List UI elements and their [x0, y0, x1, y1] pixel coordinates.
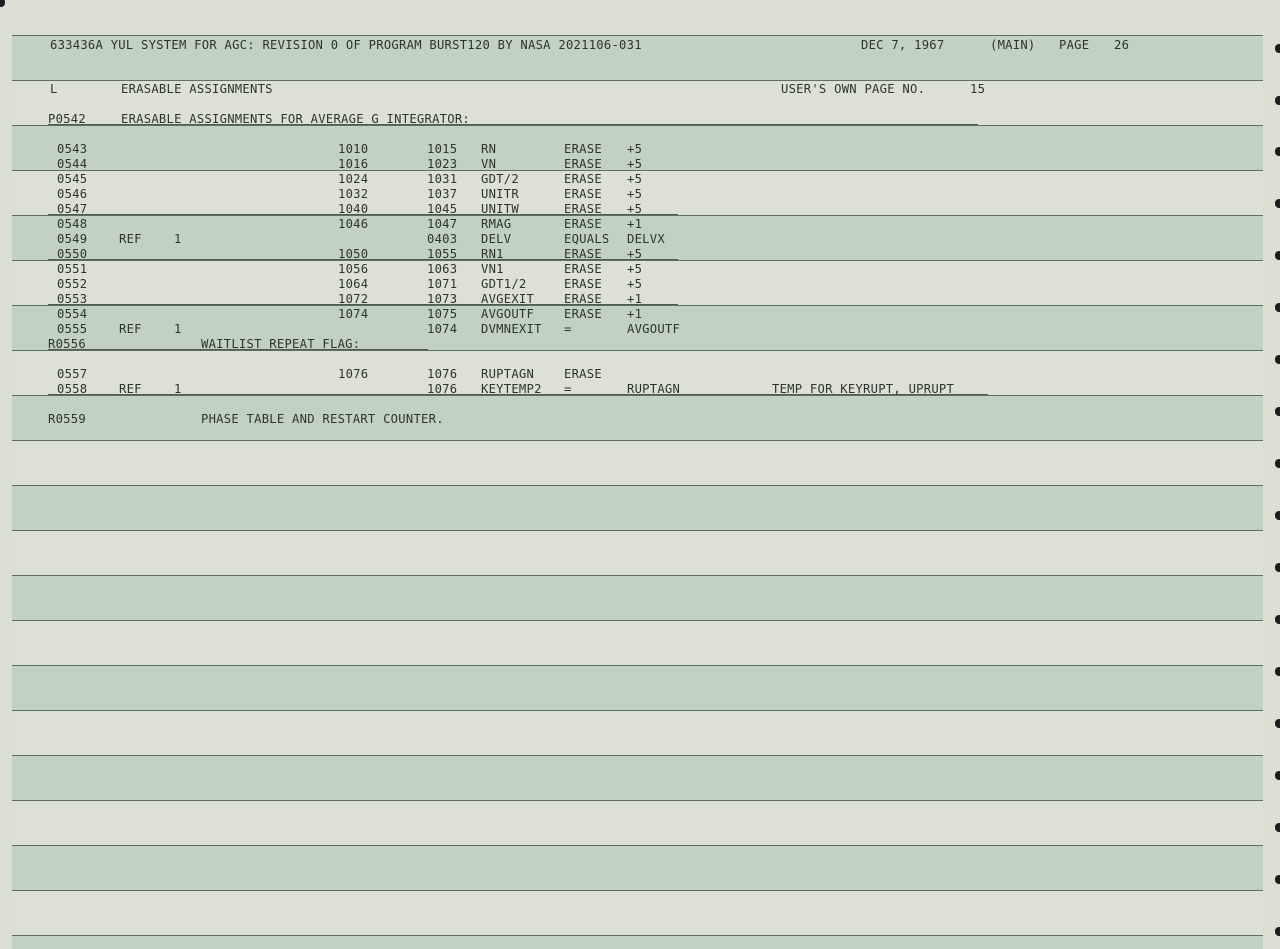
operand: +1: [627, 307, 643, 321]
feed-hole: [1275, 96, 1280, 105]
operand: AVGOUTF: [627, 322, 681, 336]
symbol-name: AVGEXIT: [481, 292, 535, 306]
page-number: 26: [1114, 38, 1130, 52]
feed-hole: [1275, 147, 1280, 156]
line-number: 0544: [57, 157, 88, 171]
white-band: [12, 620, 1263, 666]
line-number: R0556: [48, 337, 86, 351]
feed-hole: [1275, 719, 1280, 728]
page-label: PAGE: [1059, 38, 1090, 52]
feed-hole: [1275, 563, 1280, 572]
location: 1063: [427, 262, 458, 276]
feed-hole: [1275, 459, 1280, 468]
symbol-name: RMAG: [481, 217, 512, 231]
op-code: EQUALS: [564, 232, 610, 246]
user-page-label: USER'S OWN PAGE NO.: [781, 82, 926, 96]
symbol-name: GDT/2: [481, 172, 519, 186]
white-band: [12, 800, 1263, 846]
erasable-address: 1040: [338, 202, 369, 216]
ref-count: 1: [174, 232, 182, 246]
ref-label: REF: [119, 322, 142, 336]
operand: RUPTAGN: [627, 382, 681, 396]
feed-hole: [1275, 823, 1280, 832]
op-code: ERASE: [564, 262, 602, 276]
line-number: P0542: [48, 112, 86, 126]
location: 1045: [427, 202, 458, 216]
symbol-name: RN: [481, 142, 497, 156]
symbol-name: RN1: [481, 247, 504, 261]
white-band: [12, 710, 1263, 756]
op-code: ERASE: [564, 277, 602, 291]
ref-count: 1: [174, 322, 182, 336]
white-band: [12, 440, 1263, 486]
symbol-name: VN1: [481, 262, 504, 276]
ref-label: REF: [119, 232, 142, 246]
white-band: [12, 530, 1263, 576]
symbol-name: UNITR: [481, 187, 519, 201]
location: 1023: [427, 157, 458, 171]
line-number: 0549: [57, 232, 88, 246]
symbol-name: UNITW: [481, 202, 519, 216]
line-number: 0558: [57, 382, 88, 396]
symbol-name: DVMNEXIT: [481, 322, 542, 336]
location: 1071: [427, 277, 458, 291]
feed-hole: [1275, 199, 1280, 208]
erasable-address: 1074: [338, 307, 369, 321]
op-code: ERASE: [564, 172, 602, 186]
location: 1075: [427, 307, 458, 321]
operand: +5: [627, 142, 643, 156]
erasable-address: 1032: [338, 187, 369, 201]
operand: +5: [627, 262, 643, 276]
symbol-name: VN: [481, 157, 497, 171]
feed-hole: [0, 0, 5, 7]
op-code: ERASE: [564, 187, 602, 201]
feed-hole: [1275, 355, 1280, 364]
line-title: WAITLIST REPEAT FLAG:: [201, 337, 361, 351]
operand: +5: [627, 172, 643, 186]
operand: +5: [627, 277, 643, 291]
line-number: 0552: [57, 277, 88, 291]
op-code: =: [564, 322, 572, 336]
operand: +5: [627, 202, 643, 216]
operand: +1: [627, 217, 643, 231]
operand: DELVX: [627, 232, 665, 246]
op-code: ERASE: [564, 202, 602, 216]
feed-hole: [1275, 771, 1280, 780]
op-code: ERASE: [564, 292, 602, 306]
feed-hole: [1275, 407, 1280, 416]
line-number: 0548: [57, 217, 88, 231]
section-title: ERASABLE ASSIGNMENTS: [121, 82, 273, 96]
op-code: ERASE: [564, 247, 602, 261]
location: 1037: [427, 187, 458, 201]
symbol-name: RUPTAGN: [481, 367, 535, 381]
line-title: PHASE TABLE AND RESTART COUNTER.: [201, 412, 444, 426]
location: 1073: [427, 292, 458, 306]
location: 1076: [427, 382, 458, 396]
feed-hole: [1275, 44, 1280, 53]
line-number: 0554: [57, 307, 88, 321]
line-number: 0550: [57, 247, 88, 261]
op-code: ERASE: [564, 367, 602, 381]
feed-hole: [1275, 511, 1280, 520]
location: 0403: [427, 232, 458, 246]
user-page-number: 15: [970, 82, 986, 96]
feed-hole: [1275, 303, 1280, 312]
operand: +1: [627, 292, 643, 306]
op-code: ERASE: [564, 217, 602, 231]
erasable-address: 1010: [338, 142, 369, 156]
ref-label: REF: [119, 382, 142, 396]
line-number: R0559: [48, 412, 86, 426]
feed-hole: [1275, 875, 1280, 884]
line-number: 0555: [57, 322, 88, 336]
feed-hole: [1275, 251, 1280, 260]
green-band: [12, 575, 1263, 621]
line-number: 0545: [57, 172, 88, 186]
location: 1076: [427, 367, 458, 381]
location: 1074: [427, 322, 458, 336]
listing-flag: L: [50, 82, 58, 96]
line-number: 0553: [57, 292, 88, 306]
erasable-address: 1056: [338, 262, 369, 276]
ref-count: 1: [174, 382, 182, 396]
location: 1047: [427, 217, 458, 231]
erasable-address: 1072: [338, 292, 369, 306]
green-band: [12, 755, 1263, 801]
green-band: [12, 665, 1263, 711]
green-band: [12, 845, 1263, 891]
operand: +5: [627, 157, 643, 171]
op-code: =: [564, 382, 572, 396]
location: 1055: [427, 247, 458, 261]
feed-hole: [1275, 927, 1280, 936]
op-code: ERASE: [564, 307, 602, 321]
green-band: [12, 485, 1263, 531]
symbol-name: GDT1/2: [481, 277, 527, 291]
symbol-name: AVGOUTF: [481, 307, 535, 321]
white-band: [12, 890, 1263, 936]
job-header: 633436A YUL SYSTEM FOR AGC: REVISION 0 OF PROGRAM BURST120 BY NASA 2021106-031: [50, 38, 642, 52]
op-code: ERASE: [564, 142, 602, 156]
location: 1015: [427, 142, 458, 156]
feed-hole: [1275, 615, 1280, 624]
feed-hole: [1275, 667, 1280, 676]
erasable-address: 1076: [338, 367, 369, 381]
line-number: 0546: [57, 187, 88, 201]
line-title: ERASABLE ASSIGNMENTS FOR AVERAGE G INTEGRATOR:: [121, 112, 471, 126]
operand: +5: [627, 247, 643, 261]
erasable-address: 1064: [338, 277, 369, 291]
green-band: [12, 935, 1263, 949]
line-comment: TEMP FOR KEYRUPT, UPRUPT: [772, 382, 955, 396]
section-label: (MAIN): [990, 38, 1036, 52]
erasable-address: 1024: [338, 172, 369, 186]
symbol-name: KEYTEMP2: [481, 382, 542, 396]
erasable-address: 1046: [338, 217, 369, 231]
green-band: [12, 395, 1263, 441]
line-number: 0543: [57, 142, 88, 156]
line-number: 0551: [57, 262, 88, 276]
line-number: 0547: [57, 202, 88, 216]
operand: +5: [627, 187, 643, 201]
print-date: DEC 7, 1967: [861, 38, 945, 52]
erasable-address: 1016: [338, 157, 369, 171]
erasable-address: 1050: [338, 247, 369, 261]
symbol-name: DELV: [481, 232, 512, 246]
line-number: 0557: [57, 367, 88, 381]
location: 1031: [427, 172, 458, 186]
op-code: ERASE: [564, 157, 602, 171]
